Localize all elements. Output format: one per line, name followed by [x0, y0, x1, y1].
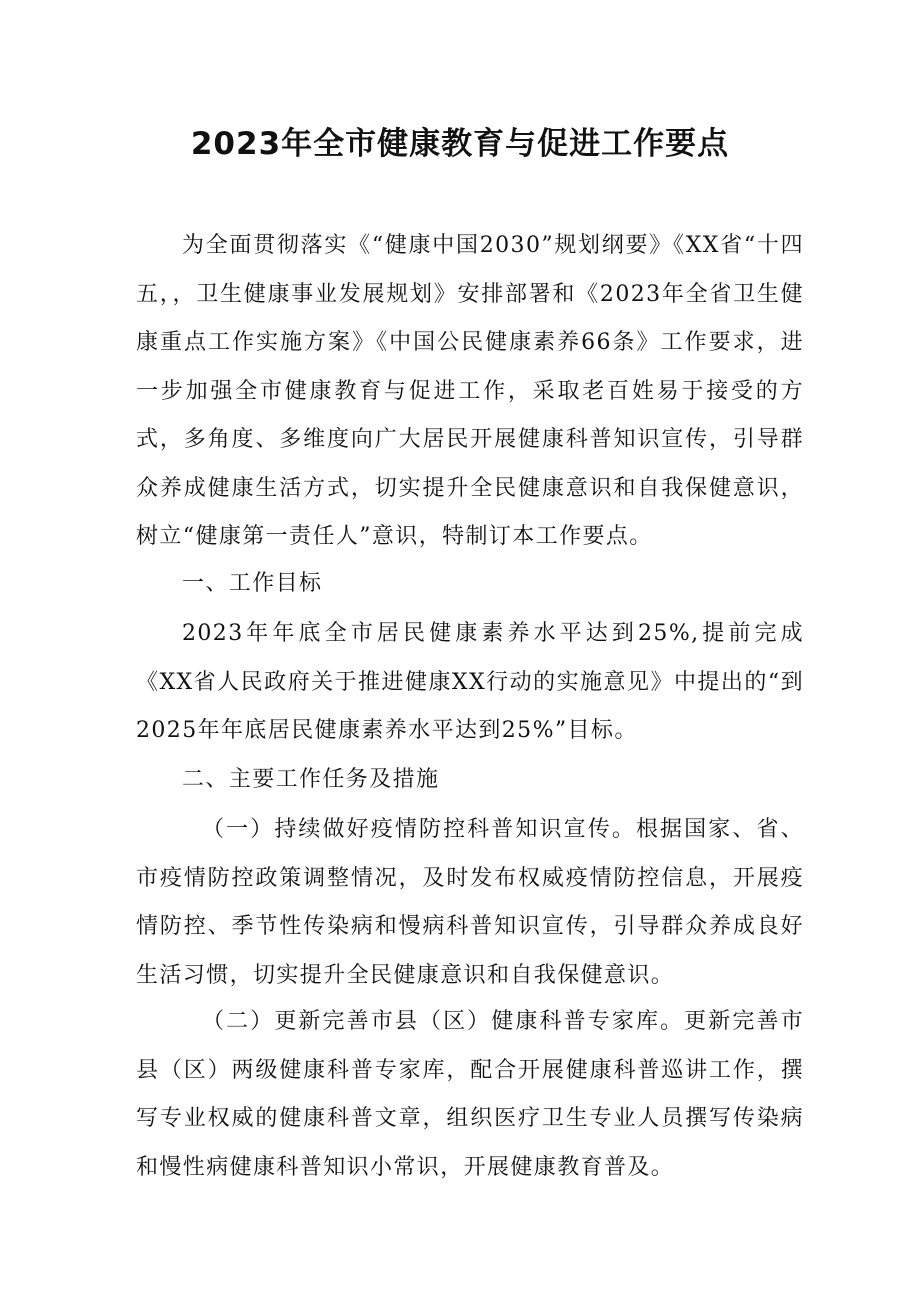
task-paragraph-1: （一）持续做好疫情防控科普知识宣传。根据国家、省、市疫情防控政策调整情况，及时发布权威疫情防控信息，开展疫情防控、季节性传染病和慢病科普知识宣传，引导群众养成良好生活习惯，切实提升全民健康意识和自我保健意识。: [136, 817, 804, 988]
goal-paragraph: 2023年年底全市居民健康素养水平达到25%,提前完成《XX省人民政府关于推进健康XX行动的实施意见》中提出的“到2025年年底居民健康素养水平达到25%”目标。: [136, 621, 804, 743]
intro-paragraph: 为全面贯彻落实《“健康中国2030”规划纲要》《XX省“十四五，，卫生健康事业发展规划》安排部署和《2023年全省卫生健康重点工作实施方案》《中国公民健康素养66条》工作要求，进一步加强全市健康教育与促进工作，采取老百姓易于接受的方式，多角度、多维度向广大居民开展健康科普知识宣传，引导群众养成健康生活方式，切实提升全民健康意识和自我保健意识，树立“健康第一责任人”意识，特制订本工作要点。: [136, 233, 804, 549]
section-heading-goals: 一、工作目标: [182, 571, 323, 596]
section-heading-tasks: 二、主要工作任务及措施: [182, 767, 440, 792]
task-paragraph-2: （二）更新完善市县（区）健康科普专家库。更新完善市县（区）两级健康科普专家库，配合开展健康科普巡讲工作，撰写专业权威的健康科普文章，组织医疗卫生专业人员撰写传染病和慢性病健康科普知识小常识，开展健康教育普及。: [136, 1009, 804, 1180]
document-title: 2023年全市健康教育与促进工作要点: [190, 126, 730, 162]
